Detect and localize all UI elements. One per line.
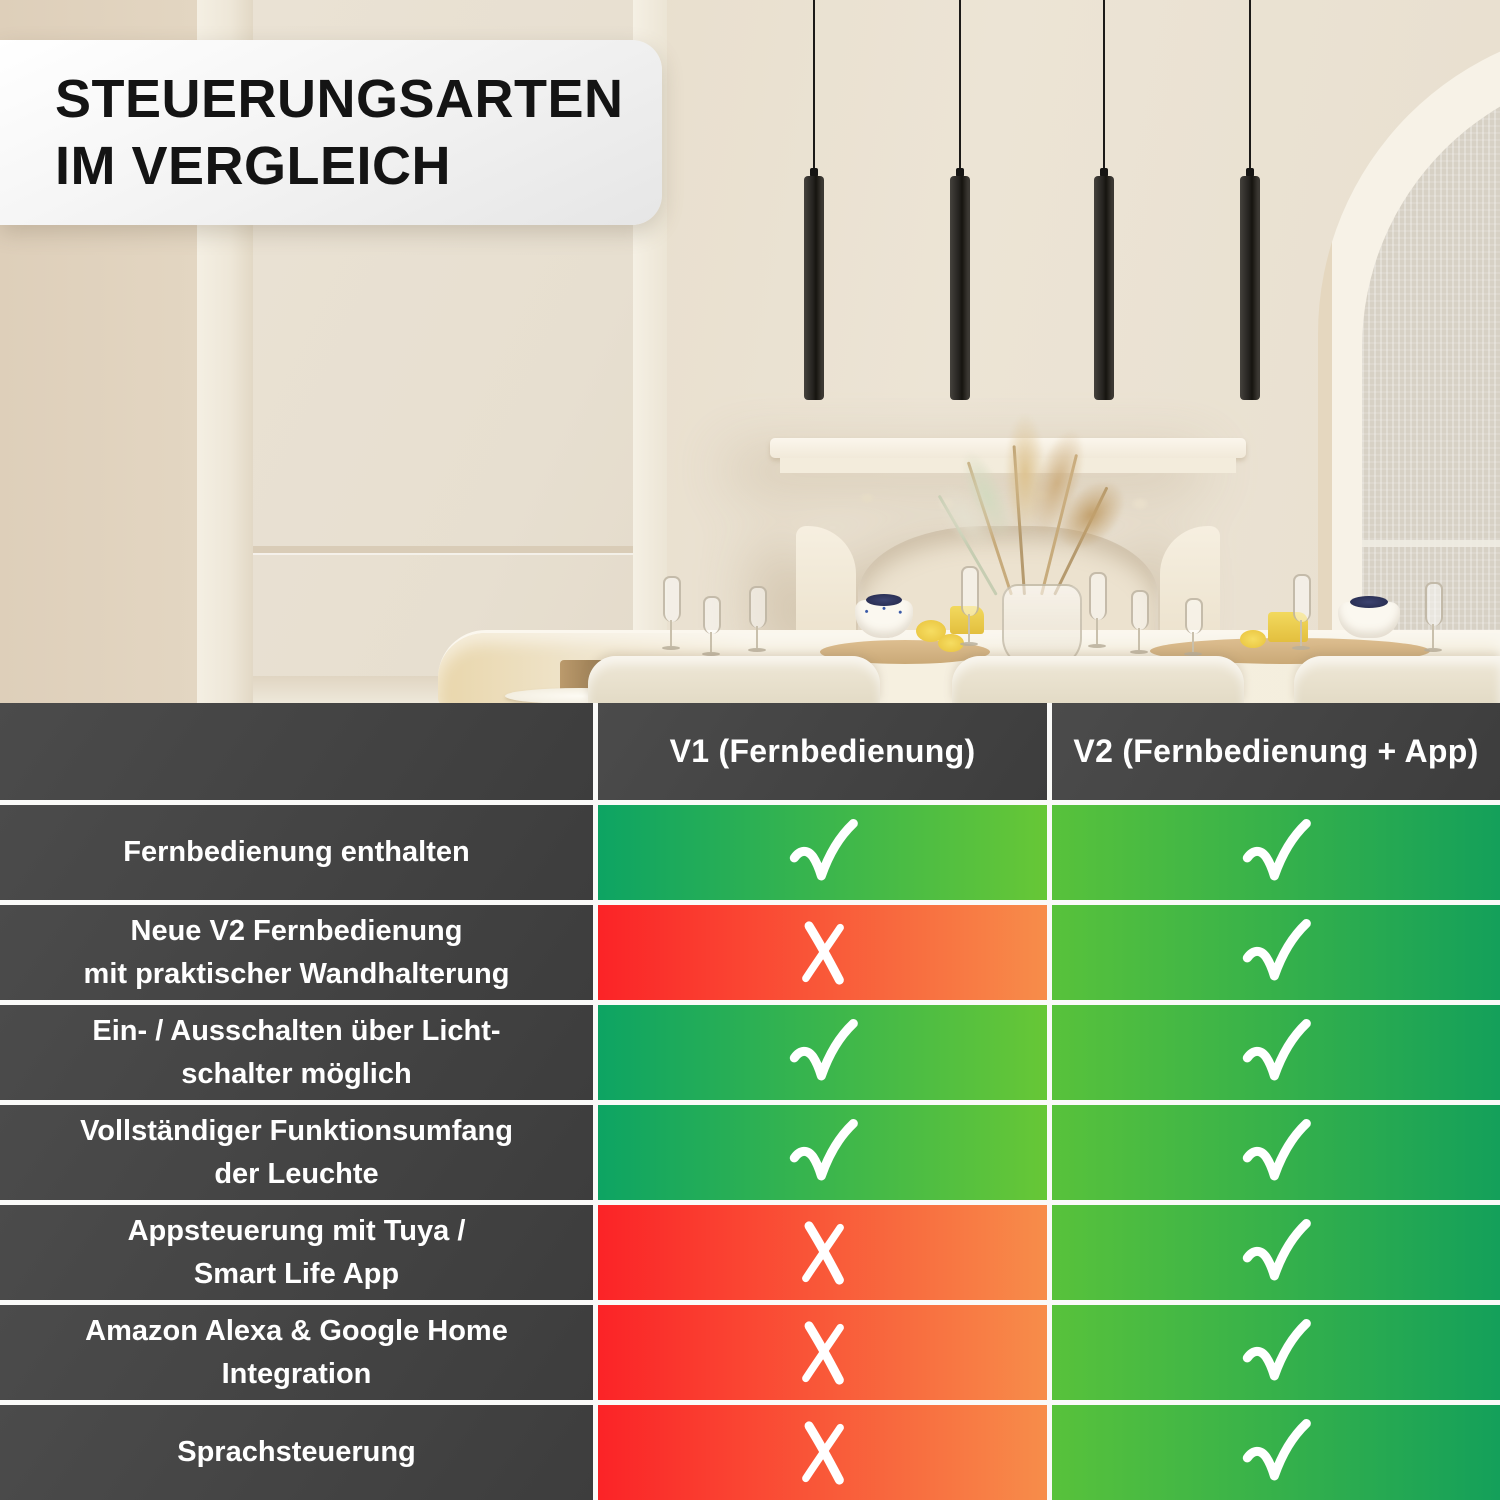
chair [588, 656, 880, 703]
wall-molding [253, 546, 633, 553]
mantel-leg [796, 526, 856, 644]
chair [952, 656, 1244, 703]
check-icon [782, 812, 864, 894]
check-icon [1235, 1012, 1317, 1094]
arch-molding [1362, 540, 1500, 547]
check-icon [782, 1012, 864, 1094]
check-icon [1235, 1112, 1317, 1194]
page-title-line2: IM VERGLEICH [55, 135, 452, 196]
lamp-cable [1249, 0, 1251, 170]
chair [1294, 656, 1500, 703]
cross-icon [782, 1412, 864, 1494]
cross-icon [782, 912, 864, 994]
v1-value-cell [598, 905, 1047, 1000]
check-icon [1235, 1312, 1317, 1394]
title-box [0, 40, 662, 225]
v1-value-cell [598, 1205, 1047, 1300]
cross-icon [782, 1312, 864, 1394]
check-icon [782, 1112, 864, 1194]
cross-icon [782, 1212, 864, 1294]
dried-flower-bouquet [915, 420, 1165, 595]
lamp-tube [950, 176, 970, 400]
berries [1350, 596, 1388, 608]
v2-value-cell [1052, 805, 1500, 900]
lamp-tube [1094, 176, 1114, 400]
v1-value-cell [598, 1105, 1047, 1200]
row-label: Vollständiger Funktionsumfang der Leuchte [0, 1105, 593, 1200]
check-icon [1235, 812, 1317, 894]
v1-value-cell [598, 1005, 1047, 1100]
v2-value-cell [1052, 1305, 1500, 1400]
lamp-cable [959, 0, 961, 170]
lamp-cable [813, 0, 815, 170]
column-header-v1: V1 (Fernbedienung) [598, 703, 1047, 800]
v2-value-cell [1052, 1405, 1500, 1500]
row-label: Appsteuerung mit Tuya / Smart Life App [0, 1205, 593, 1300]
row-label: Neue V2 Fernbedienung mit praktischer Wandhalterung [0, 905, 593, 1000]
check-icon [1235, 1412, 1317, 1494]
v1-value-cell [598, 805, 1047, 900]
lamp-cable [1103, 0, 1105, 170]
v2-value-cell [1052, 905, 1500, 1000]
v2-value-cell [1052, 1205, 1500, 1300]
lemon [1240, 630, 1266, 648]
row-label: Amazon Alexa & Google Home Integration [0, 1305, 593, 1400]
row-label: Sprachsteuerung [0, 1405, 593, 1500]
header-spacer-cell [0, 703, 593, 800]
check-icon [1235, 1212, 1317, 1294]
v2-value-cell [1052, 1005, 1500, 1100]
row-label: Ein- / Ausschalten über Licht- schalter möglich [0, 1005, 593, 1100]
row-label: Fernbedienung enthalten [0, 805, 593, 900]
v1-value-cell [598, 1405, 1047, 1500]
v2-value-cell [1052, 1105, 1500, 1200]
lamp-tube [1240, 176, 1260, 400]
lamp-tube [804, 176, 824, 400]
check-icon [1235, 912, 1317, 994]
berries [866, 594, 902, 606]
v1-value-cell [598, 1305, 1047, 1400]
comparison-table [0, 703, 1500, 1500]
page-title-line1: STEUERUNGSARTEN [55, 68, 624, 129]
column-header-v2: V2 (Fernbedienung + App) [1052, 703, 1500, 800]
